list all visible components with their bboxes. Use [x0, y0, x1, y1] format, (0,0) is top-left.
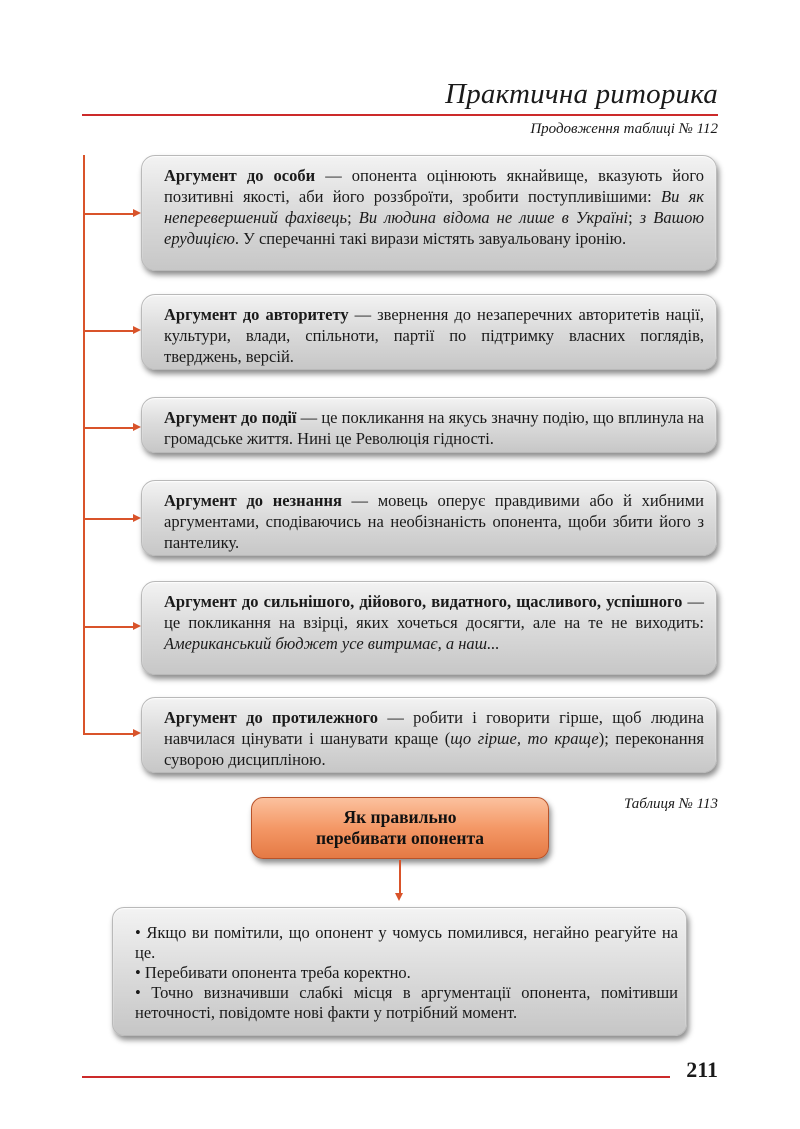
- argument-box-ignorance: [141, 480, 717, 556]
- argument-example: з Вашою ерудицією: [164, 208, 704, 248]
- argument-example: Американський бюджет усе витримає, а наш...: [164, 634, 500, 653]
- connector-arrow-5: [83, 626, 135, 628]
- tip-item: • Якщо ви помітили, що опонент у чомусь помилився, негайно реагуйте на це.: [135, 923, 678, 962]
- table-title-line: Як правильно: [343, 807, 457, 827]
- argument-text: — це покликання на якусь значну подію, що вплинула на громадське життя. Нині це Революція гідності.: [164, 408, 704, 448]
- argument-term: Аргумент до події: [164, 408, 297, 427]
- argument-text: — мовець оперує правдивими або й хибними аргументами, сподіваючись на необізнаність опонента, щоби збити його з пантелику.: [164, 491, 704, 552]
- argument-term: Аргумент до незнання: [164, 491, 342, 510]
- argument-term: Аргумент до протилежного: [164, 708, 378, 727]
- table-label: Таблиця № 113: [623, 796, 718, 812]
- argument-box-opposite: [141, 697, 717, 773]
- argument-text: — робити і говорити гірше, щоб людина навчилася цінувати і шанувати краще (: [164, 708, 704, 748]
- argument-term: Аргумент до особи: [164, 166, 316, 185]
- argument-text: . У сперечанні такі вирази містять завуальовану іронію.: [234, 229, 627, 248]
- argument-box-stronger: [141, 581, 717, 675]
- table-title-box: [251, 797, 549, 859]
- argument-example: Ви людина відома не лише в Україні: [358, 208, 629, 227]
- connector-arrow-4: [83, 518, 135, 520]
- argument-text: ); переконання суворою дисципліною.: [164, 729, 704, 769]
- table-title-line: перебивати опонента: [315, 828, 485, 848]
- argument-box-event: [141, 397, 717, 453]
- argument-example: Ви як неперевершений фахівець: [164, 187, 705, 227]
- connector-arrow-3: [83, 427, 135, 429]
- argument-text: — опонента оцінюють якнайвище, вказують його позитивні якості, аби його роззброїти, зробити поступливішими:: [164, 166, 704, 206]
- tip-item: • Точно визначивши слабкі місця в аргументації опонента, помітивши неточності, повідомте нові факти у потрібний момент.: [135, 983, 678, 1022]
- argument-box-authority: [141, 294, 717, 370]
- connector-arrow-6: [83, 733, 135, 735]
- argument-term: Аргумент до сильнішого, дійового, видатного, щасливого, успішного: [164, 592, 683, 611]
- page-header-title: Практична риторика: [445, 78, 718, 110]
- argument-example: що гірше, то краще: [450, 729, 599, 748]
- argument-term: Аргумент до авторитету: [164, 305, 349, 324]
- connector-arrow-2: [83, 330, 135, 332]
- footer-rule: [82, 1076, 670, 1078]
- connector-arrow-1: [83, 213, 135, 215]
- header-rule: [82, 114, 718, 116]
- connector-vertical-line: [83, 155, 85, 733]
- argument-text: — це покликання на взірці, яких хочеться досягти, але на те не виходить:: [164, 592, 704, 632]
- argument-box-person: Аргумент до особи — опонента оцінюють якнайвище, вказують його позитивні якості, аби його роззброїти, зробити поступливішими: Ви як неперевершений фахівець; Ви людина відома не лише в Україні; з Вашою ерудицією. У сперечанні такі вирази містять завуальовану іронію.: [141, 155, 717, 271]
- argument-text: — звернення до незаперечних авторитетів нації, культури, влади, спільноти, партії по підтримку власних поглядів, тверджень, версій.: [164, 305, 704, 366]
- tips-box: [112, 907, 687, 1036]
- page-number: 211: [686, 1057, 718, 1082]
- down-arrow: [399, 860, 401, 896]
- tip-item: • Перебивати опонента треба коректно.: [135, 963, 411, 982]
- table-continuation-label: Продовження таблиці № 112: [530, 121, 718, 137]
